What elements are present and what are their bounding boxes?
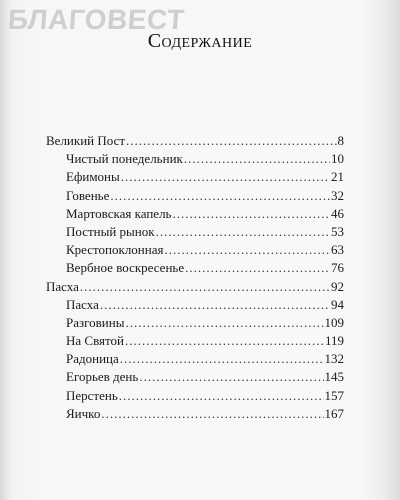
toc-item-row — [46, 259, 344, 277]
dot-leader — [110, 187, 330, 205]
toc-item-row — [46, 168, 344, 186]
toc-item-row — [46, 332, 344, 350]
dot-leader — [80, 278, 330, 296]
dot-leader — [119, 387, 324, 405]
toc-page-number: 46 — [331, 205, 344, 221]
toc-item-title: Мартовская капель — [66, 205, 172, 221]
toc-page-number: 145 — [324, 369, 344, 385]
watermark: БЛАГОВЕСТ — [6, 4, 186, 35]
toc-section-row — [46, 278, 344, 296]
toc-item-title: Постный рынок — [66, 223, 155, 239]
dot-leader — [164, 241, 330, 259]
toc-item-row — [46, 405, 344, 423]
dot-leader — [101, 405, 323, 423]
toc-item-title: Крестопоклонная — [66, 242, 164, 258]
toc-item-title: Радоница — [66, 351, 119, 367]
toc-page-number: 21 — [331, 169, 344, 185]
dot-leader — [125, 314, 323, 332]
toc-item-title: На Святой — [66, 333, 124, 349]
toc-page-number: 167 — [324, 405, 344, 421]
toc-page-number: 76 — [331, 260, 344, 276]
toc-item-title: Разговины — [66, 314, 125, 330]
page-title: Содержание — [147, 30, 253, 52]
dot-leader — [184, 150, 330, 168]
toc-page-number: 92 — [331, 278, 344, 294]
toc-section-title: Великий Пост — [46, 133, 126, 148]
toc-page-number: 10 — [331, 151, 344, 167]
toc-item-title: Перстень — [66, 387, 118, 403]
toc-page-number: 32 — [331, 187, 344, 203]
toc-item-title: Вербное воскресенье — [66, 260, 185, 276]
toc-item-title: Яичко — [66, 405, 101, 421]
table-of-contents — [46, 132, 344, 423]
toc-page-number: 8 — [337, 133, 344, 148]
toc-item-title: Егорьев день — [66, 369, 139, 385]
dot-leader — [100, 296, 330, 314]
dot-leader — [139, 368, 323, 386]
toc-page-number: 132 — [324, 351, 344, 367]
toc-item-row — [46, 368, 344, 386]
toc-item-row — [46, 296, 344, 314]
toc-item-title: Пасха — [66, 296, 99, 312]
toc-item-title: Чистый понедельник — [66, 151, 183, 167]
toc-page-number: 119 — [324, 333, 344, 349]
toc-page-number: 53 — [331, 223, 344, 239]
toc-item-title: Говенье — [66, 187, 110, 203]
toc-item-row — [46, 314, 344, 332]
dot-leader — [121, 168, 330, 186]
toc-item-row — [46, 350, 344, 368]
toc-item-row — [46, 187, 344, 205]
toc-page-number: 109 — [324, 314, 344, 330]
dot-leader — [172, 205, 330, 223]
dot-leader — [120, 350, 324, 368]
toc-section-row — [46, 132, 344, 150]
toc-item-row — [46, 205, 344, 223]
toc-page-number: 94 — [331, 296, 344, 312]
dot-leader — [156, 223, 330, 241]
toc-page-number: 63 — [331, 242, 344, 258]
dot-leader — [185, 259, 330, 277]
toc-item-title: Ефимоны — [66, 169, 120, 185]
toc-item-row — [46, 223, 344, 241]
dot-leader — [125, 332, 324, 350]
toc-item-row — [46, 387, 344, 405]
toc-page-number: 157 — [324, 387, 344, 403]
toc-section-title: Пасха — [46, 278, 79, 294]
toc-item-row — [46, 150, 344, 168]
toc-item-row — [46, 241, 344, 259]
dot-leader — [126, 132, 336, 150]
